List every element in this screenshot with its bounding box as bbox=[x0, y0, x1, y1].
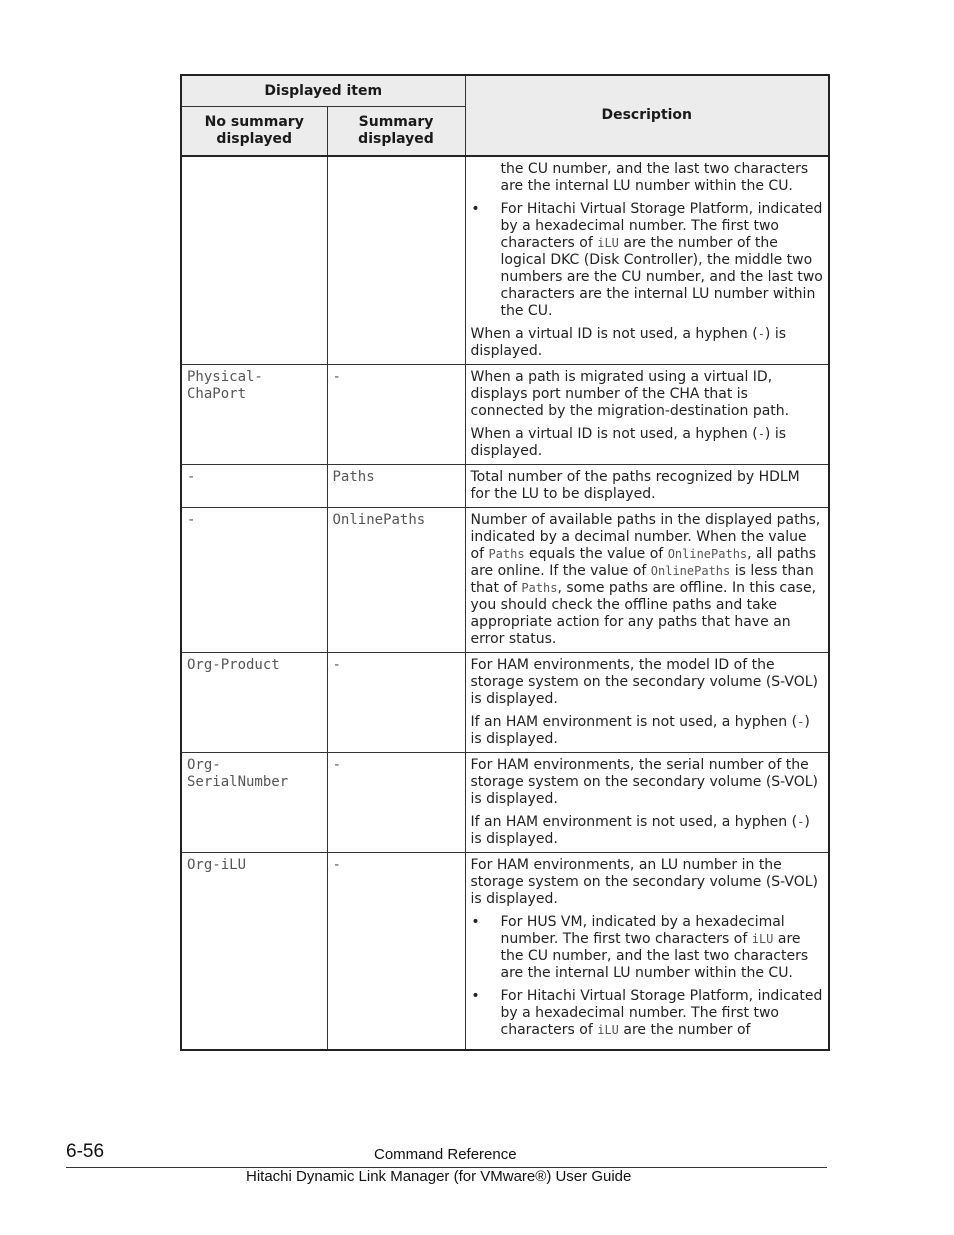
description-text: For HAM environments, the model ID of the storage system on the secondary volume (S-VOL) is displayed. bbox=[470, 657, 819, 707]
no-summary-cell: Org-Product bbox=[181, 653, 327, 753]
displayed-items-table bbox=[180, 74, 830, 1051]
summary-cell: Paths bbox=[327, 465, 465, 508]
hyphen-note bbox=[471, 814, 824, 848]
page-number: 6-56 bbox=[66, 1141, 105, 1162]
list-item bbox=[501, 201, 824, 320]
summary-cell: - bbox=[327, 653, 465, 753]
no-summary-cell: Org-iLU bbox=[181, 853, 327, 1051]
summary-cell: - bbox=[327, 365, 465, 465]
no-summary-cell: Physical-ChaPort bbox=[181, 365, 327, 465]
table-row bbox=[181, 465, 829, 508]
header-description: Description bbox=[465, 75, 829, 156]
text-span: For Hitachi Virtual Storage Platform, indicated by a hexadecimal number. The first two characters of bbox=[500, 201, 823, 251]
text-span: is less than that of bbox=[470, 563, 814, 596]
text-span: If an HAM environment is not used, a hyphen ( bbox=[470, 814, 798, 830]
text-span: ) is displayed. bbox=[470, 814, 810, 847]
description-cell bbox=[465, 853, 829, 1051]
description-text: For HAM environments, an LU number in the storage system on the secondary volume (S-VOL) is displayed. bbox=[470, 857, 819, 907]
text-span: ) is displayed. bbox=[470, 714, 810, 747]
description-cell bbox=[465, 465, 829, 508]
summary-cell: - bbox=[327, 853, 465, 1051]
table-row bbox=[181, 156, 829, 365]
summary-cell: OnlinePaths bbox=[327, 508, 465, 653]
no-summary-cell: - bbox=[181, 508, 327, 653]
code-span: Paths bbox=[488, 547, 525, 561]
text-span: are the number of bbox=[618, 1022, 751, 1038]
table-row bbox=[181, 753, 829, 853]
table-row bbox=[181, 853, 829, 1051]
description-text bbox=[471, 512, 824, 648]
code-span: - bbox=[797, 815, 805, 829]
header-displayed-item: Displayed item bbox=[181, 75, 465, 107]
text-span: When a virtual ID is not used, a hyphen ( bbox=[470, 426, 758, 442]
code-span: iLU bbox=[597, 236, 619, 250]
summary-cell bbox=[327, 156, 465, 365]
code-span: iLU bbox=[751, 932, 774, 946]
text-span: If an HAM environment is not used, a hyphen ( bbox=[470, 714, 798, 730]
list-item bbox=[501, 914, 824, 982]
footer-section-title: Command Reference bbox=[374, 1146, 517, 1163]
text-span: , some paths are offline. In this case, you should check the offline paths and take appropriate action for any paths that have an error status. bbox=[470, 580, 817, 647]
header-no-summary: No summary displayed bbox=[181, 107, 327, 157]
text-span: When a virtual ID is not used, a hyphen ( bbox=[470, 326, 758, 342]
table-row bbox=[181, 653, 829, 753]
text-span: are the CU number, and the last two characters are the internal LU number within the CU. bbox=[500, 931, 809, 981]
text-span: For Hitachi Virtual Storage Platform, indicated by a hexadecimal number. The first two characters of bbox=[500, 988, 823, 1038]
footer-guide-title: Hitachi Dynamic Link Manager (for VMware®) User Guide bbox=[246, 1168, 632, 1185]
description-cell bbox=[465, 753, 829, 853]
no-summary-cell bbox=[181, 156, 327, 365]
header-row-1 bbox=[181, 75, 829, 107]
header-summary: Summary displayed bbox=[327, 107, 465, 157]
continued-text: the CU number, and the last two characters are the internal LU number within the CU. bbox=[500, 161, 809, 194]
no-summary-cell: Org-SerialNumber bbox=[181, 753, 327, 853]
description-cell bbox=[465, 508, 829, 653]
code-span: iLU bbox=[597, 1023, 619, 1037]
description-cell bbox=[465, 156, 829, 365]
bullet-list bbox=[471, 914, 824, 1039]
text-span: equals the value of bbox=[524, 546, 668, 562]
code-span: - bbox=[797, 715, 805, 729]
text-span: ) is displayed. bbox=[470, 326, 787, 359]
hyphen-note bbox=[471, 326, 824, 360]
code-span: - bbox=[757, 327, 765, 341]
code-span: - bbox=[757, 427, 765, 441]
no-summary-cell: - bbox=[181, 465, 327, 508]
summary-cell: - bbox=[327, 753, 465, 853]
text-span: ) is displayed. bbox=[470, 426, 787, 459]
hyphen-note bbox=[471, 426, 824, 460]
table-row bbox=[181, 508, 829, 653]
description-cell bbox=[465, 365, 829, 465]
description-cell bbox=[465, 653, 829, 753]
description-text: When a path is migrated using a virtual ID, displays port number of the CHA that is connected by the migration-destination path. bbox=[470, 369, 790, 419]
hyphen-note bbox=[471, 714, 824, 748]
text-span: are the number of the logical DKC (Disk Controller), the middle two numbers are the CU number, and the last two characters are the internal LU number within the CU. bbox=[500, 235, 823, 319]
text-span: For HUS VM, indicated by a hexadecimal number. The first two characters of bbox=[500, 914, 785, 947]
code-span: OnlinePaths bbox=[650, 564, 731, 578]
bullet-list bbox=[471, 201, 824, 320]
text-span: , all paths are online. If the value of bbox=[470, 546, 817, 579]
text-span: Number of available paths in the displayed paths, indicated by a decimal number. When the value of bbox=[470, 512, 821, 562]
description-text: For HAM environments, the serial number of the storage system on the secondary volume (S-VOL) is displayed. bbox=[470, 757, 819, 807]
code-span: Paths bbox=[521, 581, 558, 595]
table-row bbox=[181, 365, 829, 465]
description-text: Total number of the paths recognized by HDLM for the LU to be displayed. bbox=[470, 469, 800, 502]
list-item bbox=[501, 988, 824, 1039]
code-span: OnlinePaths bbox=[667, 547, 748, 561]
